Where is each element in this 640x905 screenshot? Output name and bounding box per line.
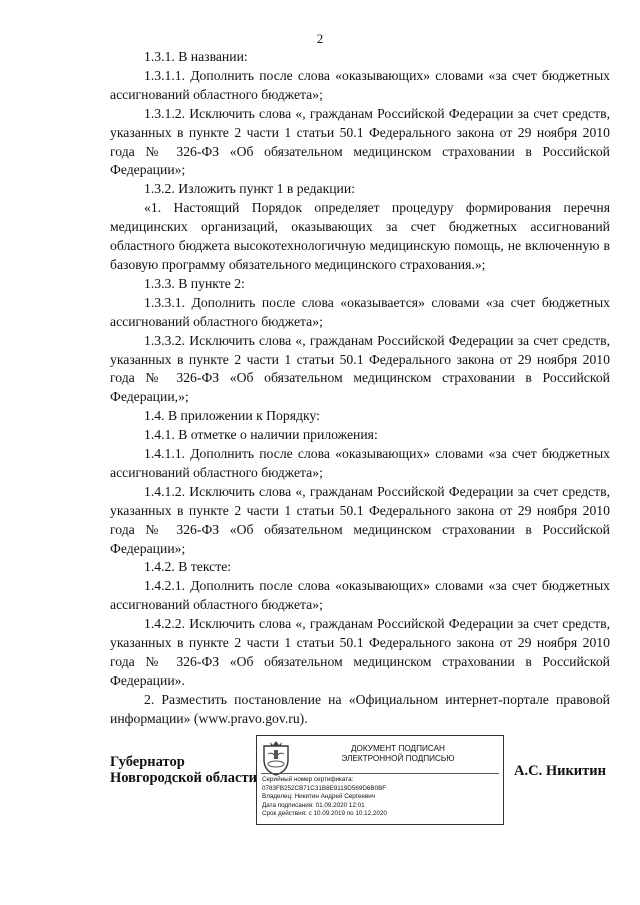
paragraph: 1.4.2.1. Дополнить после слова «оказывающих» словами «за счет бюджетных ассигнований областного бюджета»; — [110, 578, 610, 613]
paragraph: 1.4.1.1. Дополнить после слова «оказывающих» словами «за счет бюджетных ассигнований областного бюджета»; — [110, 446, 610, 480]
paragraph: 1.4. В приложении к Порядку: — [144, 408, 320, 424]
stamp-title-line2: ЭЛЕКТРОННОЙ ПОДПИСЬЮ — [341, 754, 455, 763]
page-number: 2 — [316, 31, 324, 46]
paragraph: «1. Настоящий Порядок определяет процедуру формирования перечня медицинских организаций, оказывающих за счет бюджетных ассигнований областного бюджета высокотехнологичную медицинскую помощь, не включенную в базовую программу обязательного медицинского страхования.»; — [110, 200, 610, 272]
stamp-certificate-label: Серийный номер сертификата: — [262, 776, 354, 783]
paragraph: 1.3.3.1. Дополнить после слова «оказывается» словами «за счет бюджетных ассигнований областного бюджета»; — [110, 294, 610, 329]
paragraph: 1.3.1. В названии: — [144, 49, 248, 64]
paragraph: 1.3.1.1. Дополнить после слова «оказывающих» словами «за счет бюджетных ассигнований областного бюджета»; — [110, 67, 610, 102]
stamp-owner: Владелец: Никитин Андрей Сергеевич — [262, 793, 376, 801]
paragraph: 1.4.2. В тексте: — [144, 559, 232, 575]
paragraph: 1.3.1.2. Исключить слова «, гражданам Российской Федерации за счет средств, указанных в пункте 2 части 1 статьи 50.1 Федерального закона от 29 ноября 2010 года № 326-ФЗ «Об обязательном медицинском страховании в Российской Федерации»; — [110, 105, 610, 178]
paragraph: 1.3.3.2. Исключить слова «, гражданам Российской Федерации за счет средств, указанных в пункте 2 части 1 статьи 50.1 Федерального закона от 29 ноября 2010 года № 326-ФЗ «Об обязательном медицинском страховании в Российской Федерации,»; — [110, 332, 610, 405]
stamp-validity: Срок действия: с 10.09.2019 по 10.12.2020 — [262, 810, 387, 818]
stamp-details — [262, 776, 502, 819]
document-body — [110, 48, 610, 729]
stamp-divider — [261, 773, 499, 774]
paragraph: 1.4.1.2. Исключить слова «, гражданам Российской Федерации за счет средств, указанных в пункте 2 части 1 статьи 50.1 Федерального закона от 29 ноября 2010 года № 326-ФЗ «Об обязательном медицинском страховании в Российской Федерации»; — [110, 483, 610, 556]
stamp-certificate-serial: 0783FB252CB71C31B8E9119D569D6B0BF — [262, 784, 387, 792]
paragraph: 1.3.2. Изложить пункт 1 в редакции: — [144, 181, 355, 197]
signatory-position-line1: Губернатор — [110, 754, 185, 770]
signatory-name: А.С. Никитин — [514, 763, 606, 779]
paragraph: 1.4.1. В отметке о наличии приложения: — [144, 427, 378, 443]
paragraph: 1.3.3. В пункте 2: — [144, 275, 245, 291]
signatory-position — [110, 754, 257, 786]
coat-of-arms-icon — [261, 740, 291, 776]
stamp-signing-date: Дата подписания: 01.09.2020 12:01 — [262, 801, 365, 809]
paragraph: 1.4.2.2. Исключить слова «, гражданам Российской Федерации за счет средств, указанных в пункте 2 части 1 статьи 50.1 Федерального закона от 29 ноября 2010 года № 326-ФЗ «Об обязательном медицинском страховании в Российской Федерации». — [110, 616, 610, 688]
signatory-position-line2: Новгородской области — [110, 770, 257, 786]
paragraph: 2. Разместить постановление на «Официальном интернет-портале правовой информации» (www.pravo.gov.ru). — [110, 691, 610, 726]
electronic-signature-stamp — [256, 735, 504, 825]
stamp-title-line1: ДОКУМЕНТ ПОДПИСАН — [351, 744, 445, 753]
stamp-title — [295, 744, 501, 764]
